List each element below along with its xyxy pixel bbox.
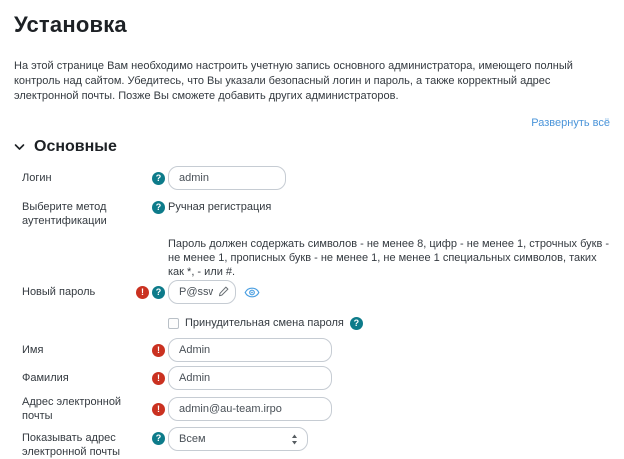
required-icon: ! — [152, 344, 165, 357]
required-icon: ! — [152, 403, 165, 416]
auth-method-label: Выберите метод аутентификации — [22, 201, 107, 227]
select-arrows-icon — [291, 434, 298, 445]
section-title: Основные — [34, 138, 117, 155]
last-name-label: Фамилия — [22, 372, 69, 384]
required-icon: ! — [152, 372, 165, 385]
password-hint-row — [22, 237, 610, 279]
force-password-change-row — [22, 316, 610, 330]
auth-method-row — [22, 196, 610, 228]
email-label: Адрес электронной почты — [22, 396, 122, 422]
section-header-general[interactable] — [14, 137, 610, 156]
chevron-down-icon[interactable] — [14, 143, 25, 151]
new-password-input[interactable] — [168, 280, 236, 304]
last-name-row — [22, 366, 610, 390]
login-row — [22, 166, 610, 190]
password-hint-text: Пароль должен содержать символов - не менее 8, цифр - не менее 1, строчных букв - не менее 1, прописных букв - не менее 1, не менее 1 специальных символов, таких как *, - или #. — [168, 238, 610, 278]
last-name-input[interactable] — [168, 366, 332, 390]
eye-icon[interactable] — [244, 286, 260, 299]
help-icon[interactable]: ? — [152, 286, 165, 299]
email-visibility-row — [22, 427, 610, 459]
email-visibility-selected-value: Всем — [179, 433, 206, 445]
page-description: На этой странице Вам необходимо настроить учетную запись основного администратора, имеющего полный контроль над сайтом. Убедитесь, что Вы указали безопасный логин и пароль, а также корректный адрес электронной почты. Позже Вы сможете добавить других администраторов. — [14, 60, 573, 102]
force-password-change-label[interactable]: Принудительная смена пароля — [185, 317, 344, 329]
help-icon[interactable]: ? — [152, 172, 165, 185]
help-icon[interactable]: ? — [350, 317, 363, 330]
email-visibility-select[interactable] — [168, 427, 308, 451]
new-password-label: Новый пароль — [22, 286, 96, 298]
login-label: Логин — [22, 172, 52, 184]
page-title: Установка — [14, 12, 127, 37]
help-icon[interactable]: ? — [152, 201, 165, 214]
first-name-input[interactable] — [168, 338, 332, 362]
new-password-row — [22, 280, 610, 304]
help-icon[interactable]: ? — [152, 432, 165, 445]
auth-method-value: Ручная регистрация — [168, 201, 272, 213]
expand-all-row — [14, 117, 610, 130]
login-input[interactable] — [168, 166, 286, 190]
force-password-change-checkbox[interactable] — [168, 318, 179, 329]
email-input[interactable] — [168, 397, 332, 421]
admin-account-form — [14, 166, 610, 459]
email-row — [22, 395, 610, 423]
required-icon: ! — [136, 286, 149, 299]
expand-all-link[interactable]: Развернуть всё — [531, 117, 610, 129]
first-name-label: Имя — [22, 344, 44, 356]
email-visibility-label: Показывать адрес электронной почты — [22, 432, 121, 458]
first-name-row — [22, 338, 610, 362]
